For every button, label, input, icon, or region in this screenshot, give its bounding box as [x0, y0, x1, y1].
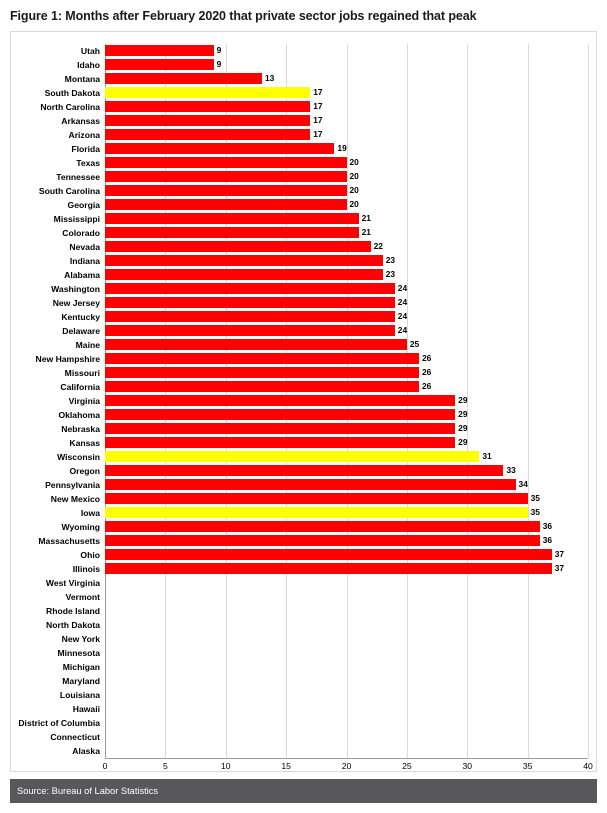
bar [105, 45, 214, 56]
bar-row [105, 604, 588, 618]
bar-track [105, 394, 588, 408]
category-label: Idaho [77, 60, 100, 70]
bar [105, 521, 540, 532]
category-label: Florida [71, 144, 100, 154]
bar-row [105, 296, 588, 310]
bar-row [105, 688, 588, 702]
category-label: North Carolina [40, 102, 100, 112]
bar [105, 451, 479, 462]
bar-track [105, 632, 588, 646]
category-label: South Carolina [38, 186, 100, 196]
bar [105, 87, 310, 98]
bar [105, 143, 334, 154]
bar-value-label: 26 [421, 367, 432, 377]
bar-track [105, 72, 588, 86]
category-label: Nevada [69, 242, 100, 252]
bar-track [105, 226, 588, 240]
bar-row [105, 660, 588, 674]
bar-track [105, 688, 588, 702]
bar [105, 297, 395, 308]
bar [105, 101, 310, 112]
bar-track [105, 562, 588, 576]
bar-value-label: 17 [313, 129, 323, 139]
category-label: Oregon [69, 466, 100, 476]
bar-row [105, 324, 588, 338]
category-label: New York [61, 634, 100, 644]
bar-value-label: 9 [216, 59, 222, 69]
bar [105, 367, 419, 378]
bar-row [105, 590, 588, 604]
category-label: Mississippi [53, 214, 100, 224]
x-tick-label: 35 [522, 761, 533, 771]
category-label: Vermont [65, 592, 100, 602]
bar-row [105, 464, 588, 478]
plot-area [11, 32, 596, 771]
bar-row [105, 646, 588, 660]
bar-row [105, 632, 588, 646]
bar-track [105, 324, 588, 338]
x-tick-label: 0 [102, 761, 108, 771]
category-label: District of Columbia [18, 718, 100, 728]
bar [105, 73, 262, 84]
bar-track [105, 422, 588, 436]
bar-row [105, 268, 588, 282]
category-label: Minnesota [57, 648, 100, 658]
category-label: Pennsylvania [45, 480, 100, 490]
x-tick-label: 5 [162, 761, 168, 771]
bar-value-label: 17 [313, 115, 323, 125]
bar-row [105, 674, 588, 688]
bar-track [105, 142, 588, 156]
x-tick-label: 40 [583, 761, 593, 771]
bar-track [105, 506, 588, 520]
bar-value-label: 17 [313, 101, 323, 111]
bar-value-label: 29 [458, 409, 468, 419]
category-label: Washington [51, 284, 100, 294]
bar-track [105, 408, 588, 422]
bar [105, 227, 359, 238]
bar [105, 507, 528, 518]
bar [105, 129, 310, 140]
x-axis-line [105, 758, 588, 759]
bar-track [105, 198, 588, 212]
bar-row [105, 128, 588, 142]
category-label: Missouri [64, 368, 100, 378]
bar-value-label: 35 [530, 507, 540, 517]
category-label: New Mexico [50, 494, 100, 504]
category-label: Indiana [69, 256, 100, 266]
bar-row [105, 198, 588, 212]
bar-value-label: 33 [506, 465, 516, 475]
bar-row [105, 142, 588, 156]
bar-track [105, 282, 588, 296]
bar [105, 157, 347, 168]
bar-row [105, 520, 588, 534]
bar-track [105, 520, 588, 534]
bar-row [105, 716, 588, 730]
bar-value-label: 24 [397, 283, 408, 293]
bar-track [105, 604, 588, 618]
x-tick-label: 15 [281, 761, 291, 771]
bar-value-label: 17 [313, 87, 323, 97]
bar-value-label: 37 [554, 563, 565, 573]
bar-track [105, 464, 588, 478]
bar-track [105, 436, 588, 450]
category-label: Michigan [62, 662, 100, 672]
category-label: Wisconsin [57, 452, 100, 462]
bar-track [105, 380, 588, 394]
bar-value-label: 23 [385, 269, 396, 279]
bar-row [105, 240, 588, 254]
bar [105, 493, 528, 504]
bar-value-label: 36 [542, 535, 553, 545]
category-label: Oklahoma [58, 410, 100, 420]
bar-value-label: 9 [216, 45, 222, 55]
bar-track [105, 366, 588, 380]
bar-row [105, 310, 588, 324]
bar-track [105, 674, 588, 688]
bar [105, 311, 395, 322]
bar [105, 199, 347, 210]
bar-row [105, 156, 588, 170]
bars-group [105, 44, 588, 758]
bar-track [105, 170, 588, 184]
category-label: Massachusetts [38, 536, 100, 546]
bar-track [105, 744, 588, 758]
bar-row [105, 86, 588, 100]
bar-track [105, 660, 588, 674]
bar-value-label: 22 [373, 241, 383, 251]
bar-row [105, 534, 588, 548]
bar-track [105, 352, 588, 366]
category-label: Connecticut [50, 732, 100, 742]
source-note: Source: Bureau of Labor Statistics [10, 779, 597, 803]
bar-row [105, 730, 588, 744]
category-label: Rhode Island [46, 606, 100, 616]
x-tick-label: 30 [462, 761, 473, 771]
category-label: Ohio [80, 550, 100, 560]
bar-track [105, 646, 588, 660]
bar-track [105, 156, 588, 170]
bar-row [105, 436, 588, 450]
category-label: Maine [75, 340, 100, 350]
bar-row [105, 226, 588, 240]
bar-row [105, 702, 588, 716]
bar-value-label: 24 [397, 311, 408, 321]
bar-row [105, 562, 588, 576]
category-label: South Dakota [44, 88, 100, 98]
x-tick-label: 25 [402, 761, 412, 771]
x-tick-label: 20 [341, 761, 352, 771]
category-label: Wyoming [61, 522, 100, 532]
bar-row [105, 352, 588, 366]
bar-row [105, 422, 588, 436]
bar [105, 339, 407, 350]
bar-value-label: 34 [518, 479, 528, 489]
category-label: Georgia [67, 200, 100, 210]
bar-row [105, 618, 588, 632]
category-label: Montana [64, 74, 100, 84]
bar-value-label: 31 [482, 451, 492, 461]
bar-value-label: 21 [361, 227, 371, 237]
category-label: Maryland [62, 676, 100, 686]
bar [105, 255, 383, 266]
bar-track [105, 114, 588, 128]
bar [105, 465, 503, 476]
bar [105, 185, 347, 196]
category-label: New Jersey [52, 298, 100, 308]
bar-value-label: 26 [421, 381, 432, 391]
category-label: Alaska [72, 746, 100, 756]
bar-track [105, 86, 588, 100]
bar-value-label: 36 [542, 521, 553, 531]
bar-track [105, 730, 588, 744]
bar [105, 381, 419, 392]
bar-value-label: 25 [409, 339, 420, 349]
bar-row [105, 744, 588, 758]
bar-value-label: 13 [264, 73, 275, 83]
bar-row [105, 394, 588, 408]
bar-track [105, 128, 588, 142]
bar [105, 549, 552, 560]
bar-row [105, 338, 588, 352]
bar [105, 269, 383, 280]
bar [105, 213, 359, 224]
bar-row [105, 58, 588, 72]
bar-value-label: 23 [385, 255, 396, 265]
bar [105, 479, 516, 490]
category-label: Texas [76, 158, 100, 168]
category-label: New Hampshire [35, 354, 100, 364]
bar-row [105, 450, 588, 464]
category-label: Tennessee [56, 172, 100, 182]
bar-row [105, 254, 588, 268]
bar-track [105, 310, 588, 324]
bar-value-label: 20 [349, 185, 359, 195]
bar-track [105, 58, 588, 72]
category-label: California [60, 382, 100, 392]
bar-track [105, 702, 588, 716]
bar-row [105, 380, 588, 394]
bar-row [105, 478, 588, 492]
bar-row [105, 282, 588, 296]
bar [105, 395, 455, 406]
bar-value-label: 21 [361, 213, 371, 223]
bar-track [105, 296, 588, 310]
bar-track [105, 450, 588, 464]
bar-track [105, 534, 588, 548]
bar-track [105, 44, 588, 58]
bar-value-label: 29 [458, 423, 468, 433]
bar-value-label: 37 [554, 549, 565, 559]
bar [105, 171, 347, 182]
category-label: Louisiana [59, 690, 100, 700]
bar-value-label: 26 [421, 353, 432, 363]
bar-track [105, 576, 588, 590]
bar-value-label: 35 [530, 493, 540, 503]
chart-frame [10, 31, 597, 772]
bar [105, 115, 310, 126]
category-label: Iowa [80, 508, 100, 518]
bar-row [105, 184, 588, 198]
bar-track [105, 184, 588, 198]
bar-value-label: 20 [349, 171, 359, 181]
category-label: Kentucky [61, 312, 100, 322]
bar-row [105, 408, 588, 422]
category-label: Utah [80, 46, 100, 56]
bar [105, 409, 455, 420]
bar-row [105, 44, 588, 58]
bar-track [105, 548, 588, 562]
category-label: Kansas [69, 438, 100, 448]
bar-track [105, 100, 588, 114]
bar [105, 423, 455, 434]
bar-row [105, 576, 588, 590]
category-label: Hawaii [72, 704, 100, 714]
bar-row [105, 100, 588, 114]
bar-value-label: 29 [458, 437, 468, 447]
bar [105, 353, 419, 364]
bar-track [105, 268, 588, 282]
gridline [588, 44, 589, 758]
bar-row [105, 492, 588, 506]
bar-row [105, 114, 588, 128]
category-label: Nebraska [61, 424, 100, 434]
bar-value-label: 24 [397, 325, 408, 335]
bar [105, 241, 371, 252]
bar-row [105, 366, 588, 380]
bar-track [105, 716, 588, 730]
category-label: Delaware [62, 326, 100, 336]
page-title: Figure 1: Months after February 2020 that private sector jobs regained that peak [10, 9, 477, 23]
bar-row [105, 170, 588, 184]
bar-track [105, 478, 588, 492]
bar-track [105, 254, 588, 268]
category-label: Colorado [62, 228, 100, 238]
bar-row [105, 548, 588, 562]
category-label: Arizona [68, 130, 100, 140]
category-label: Alabama [64, 270, 100, 280]
bar-value-label: 24 [397, 297, 408, 307]
bar-track [105, 240, 588, 254]
bar [105, 59, 214, 70]
bar-value-label: 20 [349, 157, 359, 167]
bar-row [105, 212, 588, 226]
bar-track [105, 212, 588, 226]
category-label: Illinois [72, 564, 100, 574]
bar-track [105, 618, 588, 632]
bar-track [105, 338, 588, 352]
bar-value-label: 19 [337, 143, 347, 153]
bar [105, 437, 455, 448]
category-label: Arkansas [61, 116, 100, 126]
x-tick-label: 10 [220, 761, 231, 771]
bar [105, 563, 552, 574]
category-label: North Dakota [46, 620, 100, 630]
bar [105, 283, 395, 294]
category-label: West Virginia [45, 578, 100, 588]
bar-track [105, 492, 588, 506]
bar-row [105, 72, 588, 86]
bar [105, 325, 395, 336]
bar [105, 535, 540, 546]
category-label: Virginia [68, 396, 100, 406]
bar-row [105, 506, 588, 520]
category-axis-labels [11, 44, 105, 758]
bar-track [105, 590, 588, 604]
bar-value-label: 29 [458, 395, 468, 405]
bar-value-label: 20 [349, 199, 359, 209]
